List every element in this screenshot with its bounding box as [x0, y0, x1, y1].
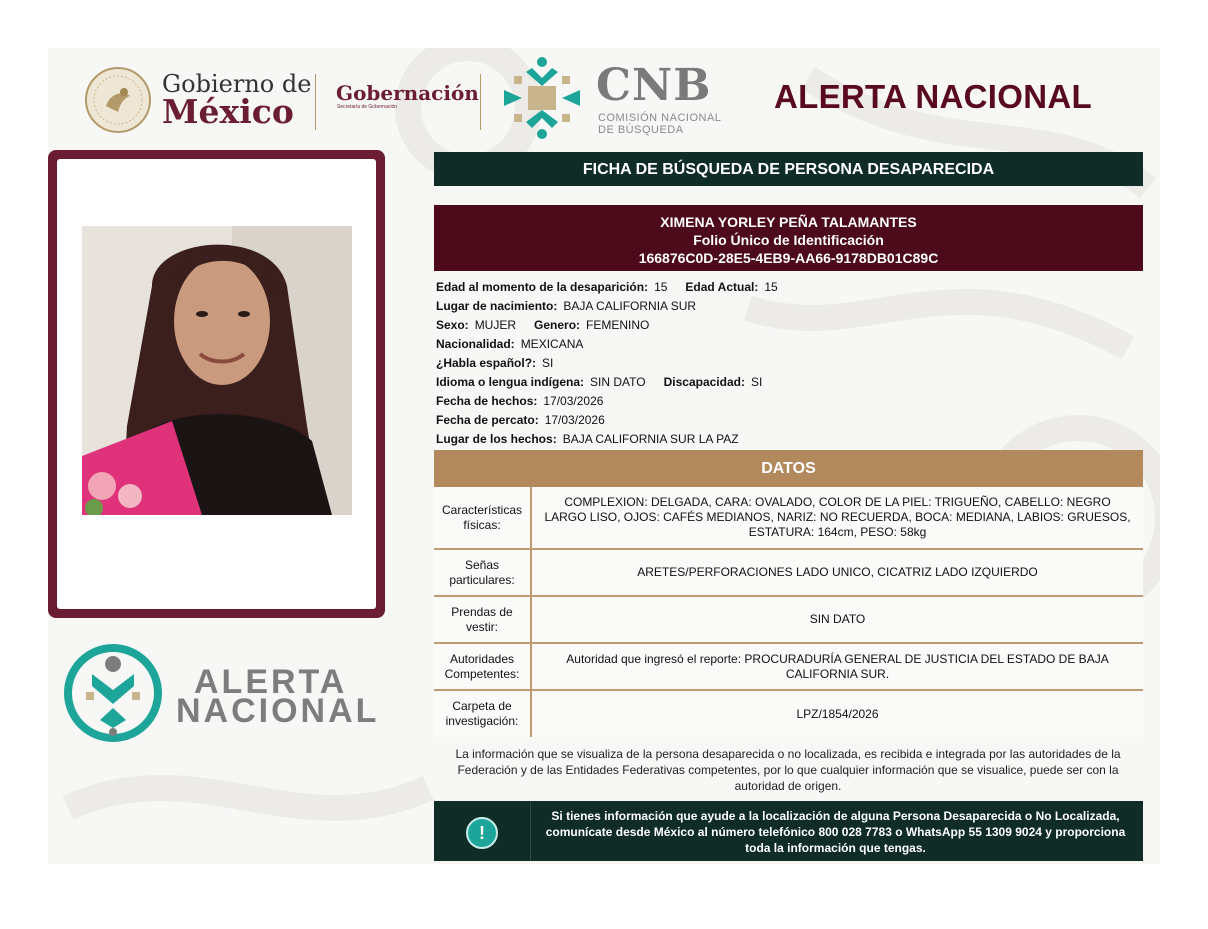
- alerta-nacional-emblem-icon: [62, 642, 164, 744]
- table-row: [434, 550, 1143, 597]
- lugar-hechos-value: BAJA CALIFORNIA SUR LA PAZ: [562, 432, 739, 446]
- row-value: COMPLEXION: DELGADA, CARA: OVALADO, COLOR DE LA PIEL: TRIGUEÑO, CABELLO: NEGRO LARGO LISO, OJOS: CAFÉS MEDIANOS, NARIZ: NO RECUERDA, BOCA: MEDIANA, LABIOS: GRUESOS, ESTATURA: 164cm, PESO: 58kg: [544, 495, 1131, 539]
- gobernacion-text: Gobernación: [336, 81, 479, 105]
- info-idioma-row: [436, 375, 762, 390]
- exclamation-icon: !: [466, 817, 498, 849]
- info-sexo-row: [436, 318, 649, 333]
- genero-value: FEMENINO: [586, 318, 650, 332]
- row-value: ARETES/PERFORACIONES LADO UNICO, CICATRIZ LADO IZQUIERDO: [637, 565, 1038, 579]
- info-nacionalidad-row: [436, 337, 583, 352]
- person-name: XIMENA YORLEY PEÑA TALAMANTES: [660, 214, 917, 230]
- idioma-value: SIN DATO: [590, 375, 646, 389]
- cnb-emblem-icon: [496, 56, 588, 140]
- habla-value: SI: [542, 356, 554, 370]
- lugar-nac-value: BAJA CALIFORNIA SUR: [563, 299, 697, 313]
- info-lugar-hechos-row: [436, 432, 739, 447]
- logo-nacional-text: NACIONAL: [176, 692, 380, 730]
- info-fecha-percato-row: [436, 413, 605, 428]
- cnb-acronym: CNB: [596, 60, 712, 111]
- discapacidad-label: Discapacidad:: [663, 375, 745, 389]
- row-value: SIN DATO: [809, 612, 866, 626]
- lugar-nac-label: Lugar de nacimiento:: [436, 299, 558, 313]
- coat-of-arms-icon: [84, 66, 152, 134]
- row-value: LPZ/1854/2026: [796, 706, 879, 721]
- gobernacion-subtext: Secretaría de Gobernación: [337, 104, 398, 110]
- divider: [315, 74, 316, 130]
- table-row: [434, 691, 1143, 737]
- alert-title: ALERTA NACIONAL: [774, 78, 1092, 115]
- edad-actual-label: Edad Actual:: [685, 280, 759, 294]
- mexico-text: México: [162, 92, 294, 131]
- edad-desap-value: 15: [654, 280, 668, 294]
- genero-label: Genero:: [534, 318, 581, 332]
- edad-actual-value: 15: [764, 280, 778, 294]
- gobierno-text: Gobierno de: [162, 70, 312, 98]
- lugar-hechos-label: Lugar de los hechos:: [436, 432, 557, 446]
- ficha-title: FICHA DE BÚSQUEDA DE PERSONA DESAPARECIDA: [434, 152, 1143, 186]
- fecha-percato-value: 17/03/2026: [544, 413, 605, 427]
- help-text: Si tienes información que ayude a la localización de alguna Persona Desaparecida o No Localizada, comunícate desde México al número telefónico 800 028 7783 o WhatsApp 55 1309 9024 y proporciona toda la información que tengas.: [545, 809, 1126, 855]
- info-edad-row: [436, 280, 778, 295]
- cnb-name-line2: DE BÚSQUEDA: [598, 124, 684, 136]
- table-row: [434, 644, 1143, 691]
- idioma-label: Idioma o lengua indígena:: [436, 375, 585, 389]
- logo-alerta-text: ALERTA: [194, 663, 348, 701]
- datos-title: DATOS: [434, 450, 1143, 487]
- edad-desap-label: Edad al momento de la desaparición:: [436, 280, 649, 294]
- info-fecha-hechos-row: [436, 394, 603, 409]
- row-label: Autoridades Competentes:: [434, 644, 532, 689]
- nacionalidad-value: MEXICANA: [520, 337, 584, 351]
- fecha-hechos-value: 17/03/2026: [543, 394, 604, 408]
- divider: [480, 74, 481, 130]
- discapacidad-value: SI: [750, 375, 763, 389]
- row-label: Características físicas:: [434, 487, 532, 548]
- info-habla-row: [436, 356, 553, 371]
- cnb-name-line1: COMISIÓN NACIONAL: [598, 112, 722, 124]
- row-value: Autoridad que ingresó el reporte: PROCURADURÍA GENERAL DE JUSTICIA DEL ESTADO DE BAJA CALIFORNIA SUR.: [566, 651, 1109, 681]
- sexo-label: Sexo:: [436, 318, 469, 332]
- folio-value: 166876C0D-28E5-4EB9-AA66-9178DB01C89C: [638, 250, 939, 266]
- row-label: Carpeta de investigación:: [434, 691, 532, 737]
- fecha-hechos-label: Fecha de hechos:: [436, 394, 538, 408]
- sexo-value: MUJER: [474, 318, 517, 332]
- habla-label: ¿Habla español?:: [436, 356, 537, 370]
- nacionalidad-label: Nacionalidad:: [436, 337, 515, 351]
- table-row: [434, 597, 1143, 644]
- fecha-percato-label: Fecha de percato:: [436, 413, 539, 427]
- table-row: [434, 487, 1143, 550]
- folio-label: Folio Único de Identificación: [693, 232, 884, 248]
- info-lugar-nac-row: [436, 299, 696, 314]
- help-banner: [434, 801, 1143, 861]
- person-photo: [82, 226, 352, 515]
- person-header: [434, 205, 1143, 271]
- row-label: Prendas de vestir:: [434, 597, 532, 642]
- row-label: Señas particulares:: [434, 550, 532, 595]
- help-icon-cell: [434, 801, 531, 861]
- disclaimer-text: La información que se visualiza de la persona desaparecida o no localizada, es recibida e integrada por las autoridades de la Federación y de las Entidades Federativas competentes, por lo que cualquier información que se visualice, puede ser con la autoridad de origen.: [455, 747, 1121, 793]
